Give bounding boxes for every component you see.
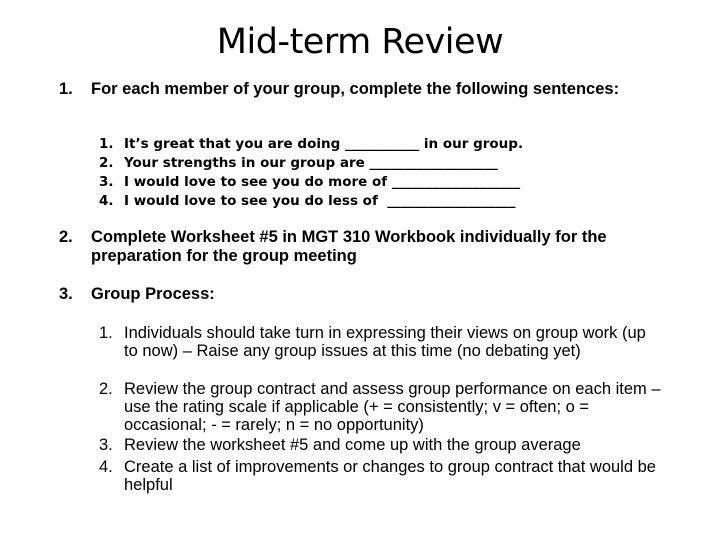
list-item-1 — [59, 80, 676, 99]
list-text: Review the group contract and assess group performance on each item – use the rating scale if applicable (+ = consistently; v = often; o = occasional; - = rarely; n = no opportunity) — [124, 380, 661, 434]
list-text: Review the worksheet #5 and come up with the group average — [124, 436, 581, 454]
process-item-3 — [99, 436, 664, 454]
list-number: 1. — [99, 324, 113, 342]
list-number: 3. — [59, 285, 73, 303]
list-text: It’s great that you are doing ___________ in our group. — [124, 136, 524, 152]
process-item-2 — [99, 380, 664, 434]
list-number: 2. — [59, 228, 73, 246]
process-item-1 — [99, 324, 664, 360]
list-number: 4. — [99, 458, 113, 476]
list-text: For each member of your group, complete the following sentences: — [91, 80, 620, 98]
list-text: Individuals should take turn in expressing their views on group work (up to now) – Raise any group issues at this time (no debating yet) — [124, 324, 646, 360]
list-number: 2. — [99, 380, 113, 398]
sentence-item-2 — [99, 154, 679, 172]
list-text: Group Process: — [91, 285, 215, 303]
list-number: 4. — [99, 193, 114, 209]
sentence-item-3 — [99, 173, 679, 191]
slide-title: Mid-term Review — [216, 22, 504, 62]
list-item-3 — [59, 285, 676, 304]
list-text: I would love to see you do less of ___________________ — [124, 193, 516, 209]
list-number: 3. — [99, 436, 113, 454]
sentence-item-1 — [99, 135, 679, 153]
list-text: I would love to see you do more of ___________________ — [124, 174, 521, 190]
list-item-2 — [59, 228, 676, 265]
list-number: 2. — [99, 155, 114, 171]
list-text: Complete Worksheet #5 in MGT 310 Workbook individually for the preparation for the group meeting — [91, 228, 607, 265]
list-text: Your strengths in our group are ___________________ — [124, 155, 498, 171]
sentence-item-4 — [99, 192, 679, 210]
list-number: 1. — [99, 136, 114, 152]
process-item-4 — [99, 458, 664, 494]
list-number: 1. — [59, 80, 73, 98]
list-text: Create a list of improvements or changes to group contract that would be helpful — [124, 458, 656, 494]
list-number: 3. — [99, 174, 114, 190]
